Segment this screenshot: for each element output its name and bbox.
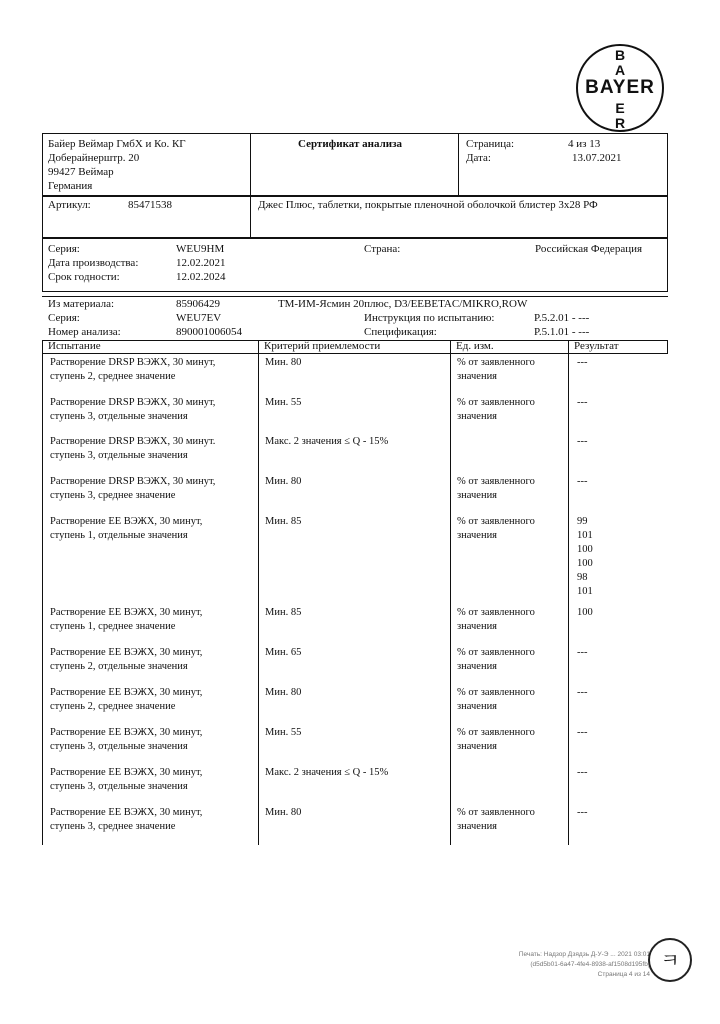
criterion-cell: Мин. 80 xyxy=(265,807,302,818)
product-name: Джес Плюс, таблетки, покрытые пленочной оболочкой блистер 3x28 РФ xyxy=(258,199,598,211)
criterion-cell: Мин. 80 xyxy=(265,687,302,698)
criterion-cell: Мин. 85 xyxy=(265,516,302,527)
criterion-cell: Мин. 65 xyxy=(265,647,302,658)
result-cell: --- xyxy=(577,397,588,408)
test-cell: Растворение DRSP ВЭЖХ, 30 минут. ступень 3, отдельные значения xyxy=(50,436,216,461)
test-cell: Растворение ЕЕ ВЭЖХ, 30 минут, ступень 3, среднее значение xyxy=(50,807,203,832)
unit-cell: % от заявленного значения xyxy=(457,607,535,632)
material-series-value: WEU7EV xyxy=(176,312,222,324)
test-cell: Растворение ЕЕ ВЭЖХ, 30 минут, ступень 1, среднее значение xyxy=(50,607,203,632)
result-cell: --- xyxy=(577,357,588,368)
company-line-2: Доберайнерштр. 20 xyxy=(48,152,140,164)
article-label: Артикул: xyxy=(48,199,91,211)
result-cell: --- xyxy=(577,767,588,778)
material-desc: ТМ-ИМ-Ясмин 20плюс, D3/EEBETAC/MIKRO,ROW xyxy=(278,298,528,310)
test-cell: Растворение ЕЕ ВЭЖХ, 30 минут, ступень 1, отдельные значения xyxy=(50,516,203,541)
country-value: Российская Федерация xyxy=(535,243,643,255)
spec-value: P.5.1.01 - --- xyxy=(534,326,590,338)
company-line-3: 99427 Веймар xyxy=(48,166,114,178)
page-label: Страница: xyxy=(466,138,515,150)
print-footer xyxy=(440,950,650,980)
series-value: WEU9HM xyxy=(176,243,225,255)
footer-line-2: (d5d5b01-6a47-4fe4-8938-af1508d195fb) xyxy=(530,961,650,968)
analysis-label: Номер анализа: xyxy=(48,326,121,338)
result-cell: --- xyxy=(577,687,588,698)
logo-vertical: B A E R xyxy=(614,47,626,131)
test-cell: Растворение ЕЕ ВЭЖХ, 30 минут, ступень 2, среднее значение xyxy=(50,687,203,712)
document-title: Сертификат анализа xyxy=(298,138,403,150)
unit-cell: % от заявленного значения xyxy=(457,516,535,541)
test-cell: Растворение DRSP ВЭЖХ, 30 минут, ступень 3, среднее значение xyxy=(50,476,216,501)
unit-cell: % от заявленного значения xyxy=(457,727,535,752)
test-cell: Растворение ЕЕ ВЭЖХ, 30 минут, ступень 3, отдельные значения xyxy=(50,727,203,752)
result-cell: --- xyxy=(577,807,588,818)
series-label: Серия: xyxy=(48,243,80,255)
company-line-4: Германия xyxy=(48,180,93,192)
mfg-date-value: 12.02.2021 xyxy=(176,257,226,269)
result-cell: --- xyxy=(577,476,588,487)
unit-cell: % от заявленного значения xyxy=(457,647,535,672)
material-label: Из материала: xyxy=(48,298,115,310)
col-header-criterion: Критерий приемлемости xyxy=(264,340,381,352)
result-cell: --- xyxy=(577,727,588,738)
footer-line-3: Страница 4 из 14 xyxy=(597,971,650,978)
material-value: 85906429 xyxy=(176,298,220,310)
test-cell: Растворение ЕЕ ВЭЖХ, 30 минут, ступень 2, отдельные значения xyxy=(50,647,203,672)
company-line-1: Байер Веймар ГмбХ и Ко. КГ xyxy=(48,138,186,150)
e-signature-icon: ㅋ xyxy=(648,938,692,982)
unit-cell: % от заявленного значения xyxy=(457,357,535,382)
instruction-value: P.5.2.01 - --- xyxy=(534,312,590,324)
criterion-cell: Макс. 2 значения ≤ Q - 15% xyxy=(265,767,389,778)
unit-cell: % от заявленного значения xyxy=(457,687,535,712)
date-label: Дата: xyxy=(466,152,491,164)
result-cell: 99 101 100 100 98 101 xyxy=(577,516,593,597)
instruction-label: Инструкция по испытанию: xyxy=(364,312,495,324)
logo-horizontal: BAYER xyxy=(585,77,655,98)
criterion-cell: Мин. 80 xyxy=(265,357,302,368)
criterion-cell: Мин. 55 xyxy=(265,727,302,738)
country-label: Страна: xyxy=(364,243,401,255)
analysis-value: 890001006054 xyxy=(176,326,242,338)
footer-line-1: Печать: Надзор Дзядзь Д-У-Э ... 2021 03:01 xyxy=(518,951,650,958)
article-code: 85471538 xyxy=(128,199,172,211)
result-cell: --- xyxy=(577,436,588,447)
unit-cell: % от заявленного значения xyxy=(457,807,535,832)
spec-label: Спецификация: xyxy=(364,326,437,338)
page-value: 4 из 13 xyxy=(568,138,601,150)
criterion-cell: Мин. 85 xyxy=(265,607,302,618)
col-header-result: Результат xyxy=(574,340,619,352)
expiry-value: 12.02.2024 xyxy=(176,271,226,283)
result-cell: 100 xyxy=(577,607,593,618)
criterion-cell: Мин. 55 xyxy=(265,397,302,408)
date-value: 13.07.2021 xyxy=(572,152,622,164)
result-cell: --- xyxy=(577,647,588,658)
expiry-label: Срок годности: xyxy=(48,271,120,283)
test-cell: Растворение ЕЕ ВЭЖХ, 30 минут, ступень 3, отдельные значения xyxy=(50,767,203,792)
mfg-date-label: Дата производства: xyxy=(48,257,139,269)
test-cell: Растворение DRSP ВЭЖХ, 30 минут, ступень 2, среднее значение xyxy=(50,357,216,382)
unit-cell: % от заявленного значения xyxy=(457,397,535,422)
unit-cell: % от заявленного значения xyxy=(457,476,535,501)
test-cell: Растворение DRSP ВЭЖХ, 30 минут, ступень 3, отдельные значения xyxy=(50,397,216,422)
criterion-cell: Мин. 80 xyxy=(265,476,302,487)
material-series-label: Серия: xyxy=(48,312,80,324)
col-header-test: Испытание xyxy=(48,340,101,352)
bayer-logo xyxy=(576,44,664,132)
criterion-cell: Макс. 2 значения ≤ Q - 15% xyxy=(265,436,389,447)
col-header-unit: Ед. изм. xyxy=(456,340,494,352)
